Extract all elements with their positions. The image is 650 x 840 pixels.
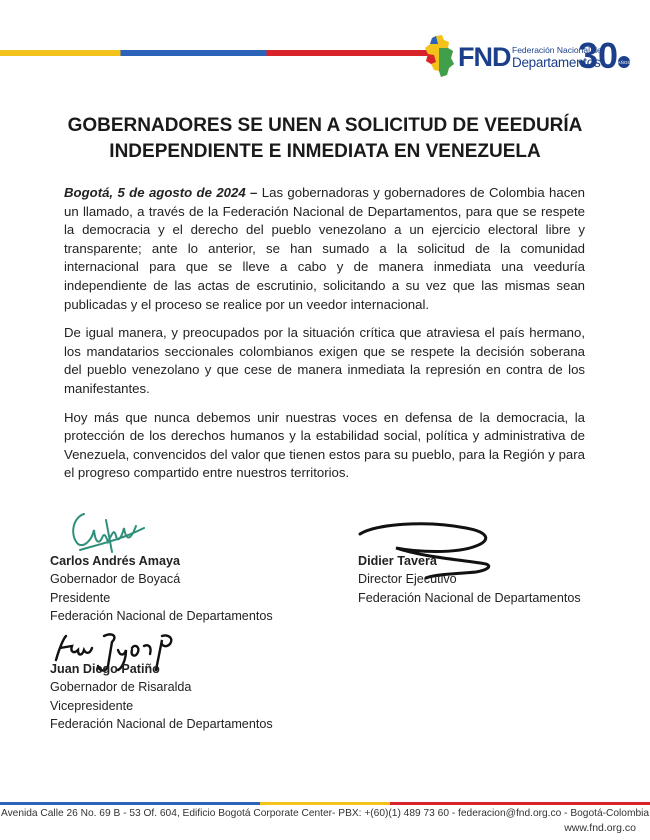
signer-organization: Federación Nacional de Departamentos [50,609,273,624]
page-title [60,113,590,165]
title-line-2: INDEPENDIENTE E INMEDIATA EN VENEZUELA [109,141,541,162]
signer-title: Presidente [50,590,111,605]
fnd-logo [422,34,632,78]
signature-block-vicepresident [50,660,273,734]
footer-color-rule [0,802,650,805]
signer-organization: Federación Nacional de Departamentos [358,590,581,605]
signer-organization: Federación Nacional de Departamentos [50,717,273,732]
header-color-rule [0,50,430,56]
anniversary-word: AÑOS [617,60,631,65]
paragraph-3: Hoy más que nunca debemos unir nuestras voces en defensa de la democracia, la protección de los derechos humanos y la estabilidad social, política y administrativa de Venezuela, convencidos del valor que tienen estos para su pueblo, para la Región y para el progreso compartido entre nuestros territorios. [64,409,585,481]
footer-website-link[interactable]: www.fnd.org.co [564,822,636,834]
logo-line1: Federación Nacional de [512,45,602,55]
signer-name: Juan Diego Patiño [50,662,160,676]
anniversary-number: 30 [578,35,619,76]
logo-abbrev: FND [458,42,511,72]
footer-address: Avenida Calle 26 No. 69 B - 53 Of. 604, Edificio Bogotá Corporate Center- PBX: +(60)(1) 489 73 60 - federacion@fnd.org.co - Bogotá-Colombia [0,808,650,819]
paragraph-1-text: Las gobernadoras y gobernadores de Colombia hacen un llamado, a través de la Federación Nacional de Departamentos, para que se respete la democracia y el derecho del pueblo venezolano a un ejercicio electoral libre y transparente; ante lo anterior, se han sumado a la solicitud de la comunidad internacional para que se lleve a cabo y de manera inmediata una veeduría independiente de las actas de escrutinio, solicitando a su vez que las mismas sean publicadas y el proceso se realice por un veedor internacional. [64,185,585,312]
signer-name: Carlos Andrés Amaya [50,554,180,568]
colombia-map-icon [422,34,456,78]
signature-block-director [358,552,581,607]
signature-block-president [50,552,273,626]
signer-title: Vicepresidente [50,698,134,713]
dateline: Bogotá, 5 de agosto de 2024 – [64,185,258,200]
anniversary-30-icon [578,34,632,78]
signer-role: Gobernador de Boyacá [50,572,181,587]
paragraph-1 [64,184,585,314]
press-release-body [64,184,585,493]
title-line-1: GOBERNADORES SE UNEN A SOLICITUD DE VEEDURÍA [67,115,583,136]
signer-name: Didier Tavera [358,554,437,568]
paragraph-2: De igual manera, y preocupados por la situación crítica que atraviesa el país hermano, los mandatarios seccionales colombianos exigen que se respete la decisión soberana del pueblo venezolano y que cese de manera inmediata la represión en contra de los manifestantes. [64,325,585,396]
signer-title: Director Ejecutivo [358,572,457,587]
signer-role: Gobernador de Risaralda [50,680,192,695]
logo-line2: Departamentos [512,55,601,70]
